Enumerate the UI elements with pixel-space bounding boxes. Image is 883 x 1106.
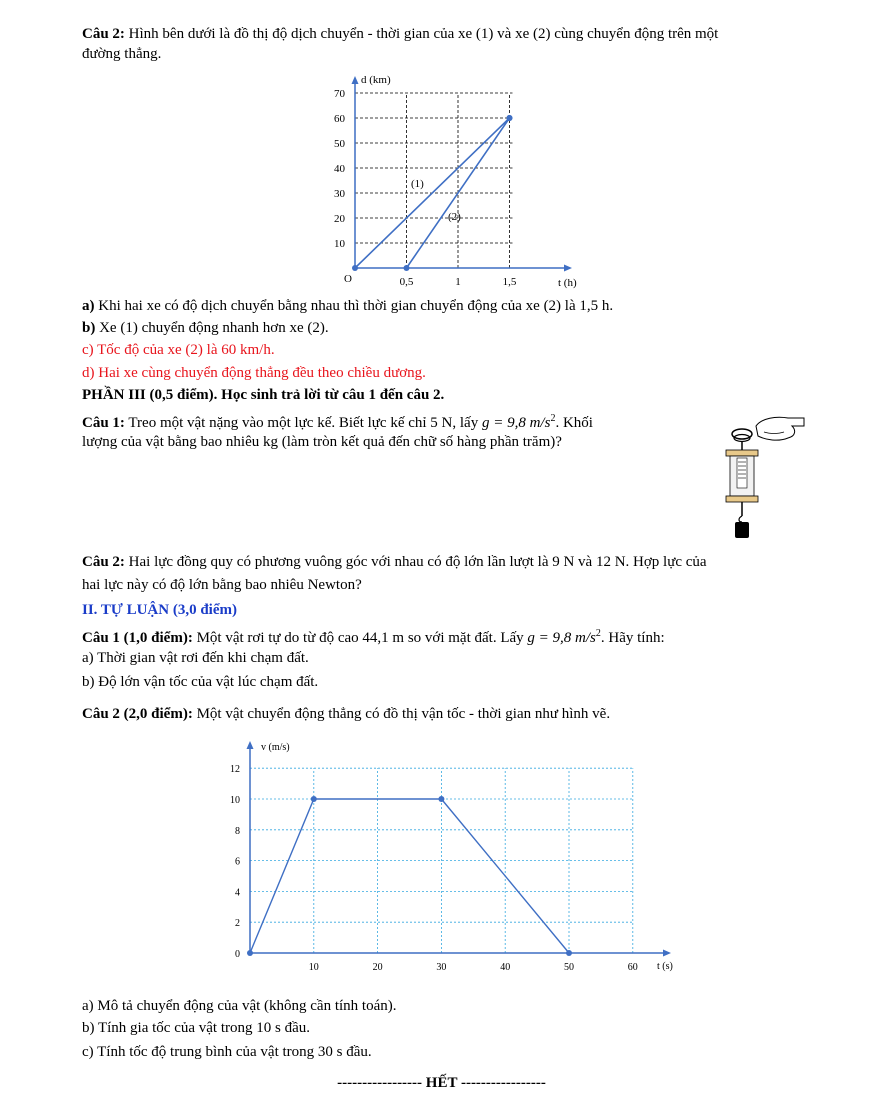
- part3-q1-g: g = 9,8 m/s: [481, 415, 551, 431]
- statement-a: [82, 296, 613, 316]
- chart2-ytick-label: 12: [230, 764, 240, 776]
- chart2-xtick-label: 10: [308, 962, 319, 973]
- chart2-tick-labels: [230, 764, 638, 973]
- chart2-ytick-label: 0: [235, 949, 240, 960]
- part3-q1-text-b: . Khối: [555, 415, 593, 431]
- chart2-ytick-label: 8: [235, 825, 240, 837]
- part3-q1-sup: 2: [550, 413, 556, 424]
- chart1-ytick-label: 30: [334, 188, 345, 200]
- essay-q1-line: [82, 624, 665, 648]
- essay-q1-g: g = 9,8 m/s: [527, 630, 596, 646]
- statement-d: d) Hai xe cùng chuyển động thẳng đều theo chiều dương.: [82, 365, 426, 381]
- chart2-xtick-label: 50: [564, 962, 574, 973]
- chart1-ylabel: d (km): [361, 74, 391, 86]
- chart1-point: [507, 115, 513, 121]
- q2-label: Câu 2:: [82, 26, 125, 42]
- chart2-ytick-label: 4: [235, 887, 240, 899]
- chart2-point: [566, 950, 572, 956]
- chart1-point: [352, 265, 358, 271]
- displacement-time-chart: [320, 70, 590, 290]
- chart2-xtick-label: 30: [436, 962, 447, 973]
- part3-q1-text-a: Treo một vật nặng vào một lực kế. Biết lực kế chỉ 5 N, lấy: [124, 415, 482, 431]
- chart2-ytick-label: 6: [235, 856, 240, 868]
- chart2-point: [311, 796, 317, 802]
- chart1-ytick-label: 70: [334, 88, 345, 100]
- essay-q2-a: a) Mô tả chuyển động của vật (không cần tính toán).: [82, 998, 397, 1014]
- statement-b: [82, 318, 329, 338]
- chart1-line1-label: (1): [411, 178, 424, 190]
- essay-q1-text-b: . Hãy tính:: [600, 630, 665, 646]
- essay-q1-text-a: Một vật rơi tự do từ độ cao 44,1 m so với mặt đất. Lấy: [192, 630, 528, 646]
- chart1-axes: [352, 76, 573, 272]
- part3-q1-label: Câu 1:: [82, 415, 125, 431]
- essay-q1-a: a) Thời gian vật rơi đến khi chạm đất.: [82, 650, 309, 666]
- statement-b-text: Xe (1) chuyển động nhanh hơn xe (2).: [95, 320, 329, 336]
- chart2-axes: [247, 741, 672, 957]
- essay-q2-b: b) Tính gia tốc của vật trong 10 s đầu.: [82, 1020, 311, 1036]
- part3-q1-line2: lượng của vật bằng bao nhiêu kg (làm tròn kết quả đến chữ số hàng phần trăm)?: [82, 434, 562, 450]
- chart1-point: [404, 265, 410, 271]
- chart1-line2-label: (2): [448, 211, 461, 223]
- spring-scale-illustration: [716, 412, 806, 540]
- chart2-xtick-label: 60: [627, 962, 638, 973]
- chart1-ytick-label: 50: [334, 138, 345, 150]
- chart2-xtick-label: 40: [500, 962, 511, 973]
- statement-a-label: a): [82, 298, 95, 314]
- essay-q2-line: [82, 704, 610, 724]
- part3-q2-label: Câu 2:: [82, 554, 125, 570]
- chart2-ytick-label: 10: [230, 795, 240, 806]
- essay-heading: II. TỰ LUẬN (3,0 điểm): [82, 602, 238, 618]
- chart1-origin: O: [344, 273, 352, 285]
- essay-q1-b: b) Độ lớn vận tốc của vật lúc chạm đất.: [82, 674, 319, 690]
- essay-q2-label: Câu 2 (2,0 điểm):: [82, 706, 193, 722]
- velocity-time-chart: [215, 735, 685, 980]
- chart1-ytick-label: 60: [334, 113, 345, 125]
- statement-a-text: Khi hai xe có độ dịch chuyển bằng nhau thì thời gian chuyển động của xe (2) là 1,5 h.: [94, 298, 614, 314]
- q2-intro-line2: đường thẳng.: [82, 46, 162, 62]
- chart2-series-line: [250, 799, 569, 953]
- statement-c: c) Tốc độ của xe (2) là 60 km/h.: [82, 342, 275, 358]
- chart2-ylabel: v (m/s): [261, 742, 290, 753]
- part3-q2-line1: [82, 552, 707, 572]
- chart1-xtick-label: 1,5: [502, 276, 517, 288]
- chart2-ytick-label: 2: [235, 918, 240, 930]
- part3-q1-line1: [82, 409, 593, 433]
- statement-b-label: b): [82, 320, 96, 336]
- hand-icon: [756, 417, 804, 440]
- part3-heading: PHẦN III (0,5 điểm). Học sinh trả lời từ câu 1 đến câu 2.: [82, 387, 445, 403]
- chart2-xtick-label: 20: [372, 962, 383, 973]
- chart1-grid: [355, 93, 513, 268]
- chart1-xtick-label: 1: [455, 276, 461, 288]
- chart1-xlabel: t (h): [558, 277, 577, 289]
- chart2-grid: [250, 768, 633, 953]
- q2-intro-line1: [82, 24, 718, 44]
- essay-q2-c: c) Tính tốc độ trung bình của vật trong 30 s đầu.: [82, 1044, 372, 1060]
- essay-q1-sup: 2: [595, 628, 601, 639]
- chart1-ytick-label: 20: [334, 213, 345, 225]
- q2-text: Hình bên dưới là đồ thị độ dịch chuyển - thời gian của xe (1) và xe (2) cùng chuyển động trên một: [124, 26, 719, 42]
- chart2-point: [247, 950, 253, 956]
- essay-q2-text: Một vật chuyển động thẳng có đồ thị vận tốc - thời gian như hình vẽ.: [192, 706, 611, 722]
- part3-q2-text: Hai lực đồng quy có phương vuông góc với nhau có độ lớn lần lượt là 9 N và 12 N. Hợp lực của: [124, 554, 707, 570]
- part3-q2-line2: hai lực này có độ lớn bằng bao nhiêu Newton?: [82, 577, 362, 593]
- chart2-series: [247, 796, 572, 956]
- essay-q1-label: Câu 1 (1,0 điểm):: [82, 630, 193, 646]
- chart1-xtick-label: 0,5: [399, 276, 414, 288]
- chart1-ytick-label: 40: [334, 163, 345, 175]
- chart2-xlabel: t (s): [657, 961, 673, 972]
- chart1-ytick-label: 10: [334, 238, 345, 250]
- end-marker: ----------------- HẾT -----------------: [337, 1075, 546, 1091]
- chart2-point: [438, 796, 444, 802]
